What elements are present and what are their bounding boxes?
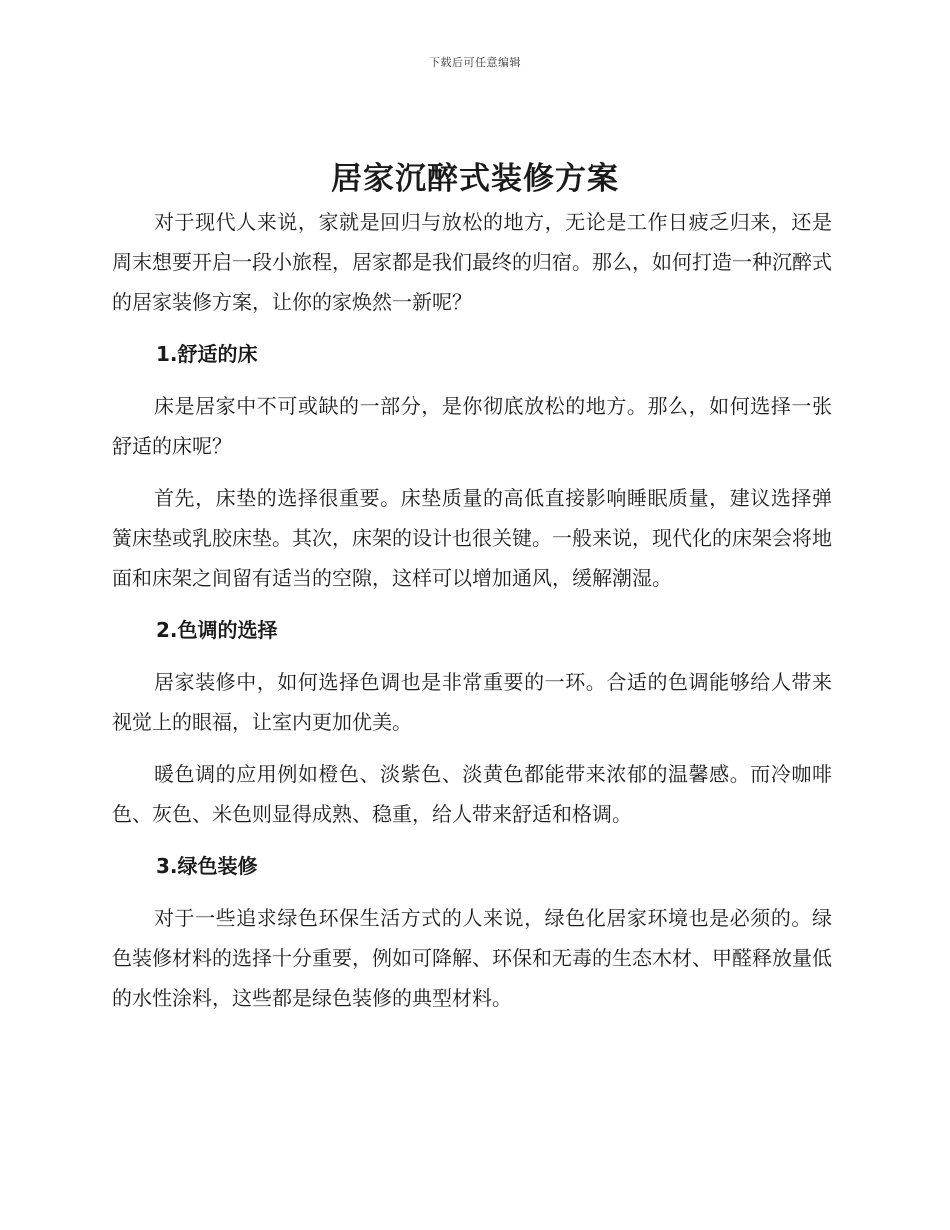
section-paragraph: 居家装修中，如何选择色调也是非常重要的一环。合适的色调能够给人带来视觉上的眼福，让室内更加优美。: [112, 670, 832, 734]
section-paragraph: 床是居家中不可或缺的一部分，是你彻底放松的地方。那么，如何选择一张舒适的床呢？: [112, 394, 832, 458]
page-header: 下载后可任意编辑: [429, 56, 521, 69]
section-heading-green: 3.绿色装修: [156, 854, 258, 878]
document-title: 居家沉醉式装修方案: [331, 161, 619, 197]
section-heading-bed: 1.舒适的床: [156, 342, 258, 366]
document-body: [112, 202, 832, 1030]
section-paragraph: 首先，床垫的选择很重要。床垫质量的高低直接影响睡眠质量，建议选择弹簧床垫或乳胶床垫。其次，床架的设计也很关键。一般来说，现代化的床架会将地面和床架之间留有适当的空隙，这样可以增加通风，缓解潮湿。: [112, 486, 832, 590]
section-paragraph: 暖色调的应用例如橙色、淡紫色、淡黄色都能带来浓郁的温馨感。而冷咖啡色、灰色、米色则显得成熟、稳重，给人带来舒适和格调。: [112, 762, 832, 826]
section-paragraph: 对于一些追求绿色环保生活方式的人来说，绿色化居家环境也是必须的。绿色装修材料的选择十分重要，例如可降解、环保和无毒的生态木材、甲醛释放量低的水性涂料，这些都是绿色装修的典型材料。: [112, 906, 832, 1010]
intro-paragraph: 对于现代人来说，家就是回归与放松的地方，无论是工作日疲乏归来，还是周末想要开启一段小旅程，居家都是我们最终的归宿。那么，如何打造一种沉醉式的居家装修方案，让你的家焕然一新呢？: [112, 210, 832, 314]
section-heading-color: 2.色调的选择: [156, 618, 278, 642]
